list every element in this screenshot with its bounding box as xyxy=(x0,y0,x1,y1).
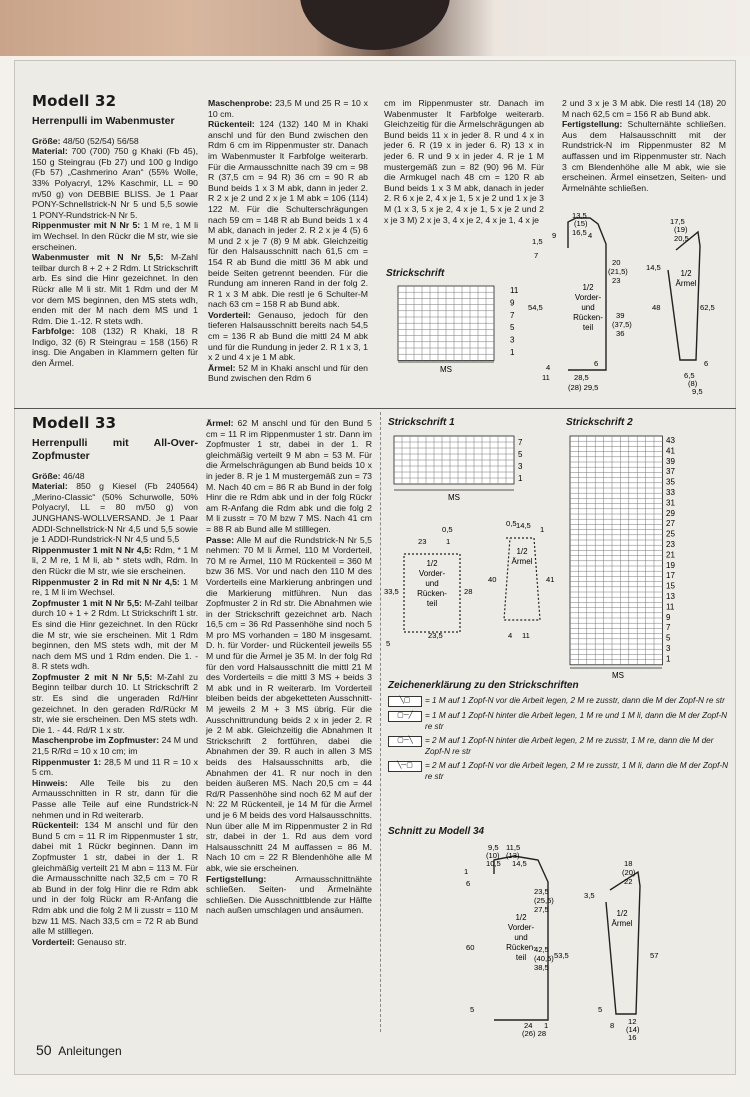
paragraph-text: M-Zahl teilbar durch 8 + 2 + 2 Rdm. Lt Strickschrift arb. Es sind die Hinr gezeichnet. In den Rückr alle M li str. Mit 1 Rdm und der M vor dem MS beginnen, den MS stets wdh, enden mit der M nach dem MS und 1 Rdm. Die 1.-12. R stets wdh. xyxy=(32,252,198,326)
m33-chart2-row-label: 7 xyxy=(666,623,671,633)
m34-schematic-measure: 12 xyxy=(628,1017,637,1026)
m33-chart2-row-label: 3 xyxy=(666,644,671,653)
m33-knitting-chart-2 xyxy=(562,432,732,680)
m32-schematic-measure: 6 xyxy=(704,359,709,368)
m33-chart2-row-label: 37 xyxy=(666,467,675,477)
m33-column-2 xyxy=(206,418,372,916)
m34-body-label: teil xyxy=(515,953,527,962)
m34-schematic-measure: 22 xyxy=(624,877,633,886)
paragraph xyxy=(562,119,726,193)
paragraph-text: 28,5 M und 11 R = 10 x 5 cm. xyxy=(32,756,199,778)
cable-symbol-3: ▢─╲ xyxy=(388,736,422,747)
m33-chart2-ms: MS xyxy=(612,671,624,680)
m33-chart1-row-label: 1 xyxy=(518,474,523,483)
m32-chart-row-label: 11 xyxy=(510,286,519,295)
m33-body-label: teil xyxy=(426,599,438,608)
legend-row-2 xyxy=(388,711,728,732)
paragraph xyxy=(206,874,372,916)
m32-chart-ms: MS xyxy=(440,365,452,374)
paragraph-text: Genauso str. xyxy=(74,936,127,947)
m34-schematic-measure: 8 xyxy=(610,1021,615,1030)
m34-schematic-measure: 3,5 xyxy=(584,891,595,900)
m32-column-4 xyxy=(562,98,726,193)
m33-chart2-title: Strickschrift 2 xyxy=(566,417,633,428)
m32-column-2 xyxy=(208,98,368,384)
paragraph-text: Schulternähte schließen. Aus dem Halsausschnitt mit der Rundstrick-N im Rippenmuster 82 M auffassen und im Rippenmuster str. Nach 3 cm Blendenhöhe alle M abk, wie sie erscheinen. Ärmel einsetzen, Seiten- und Ärmelnähte schließen. xyxy=(562,119,726,193)
m32-schematic-measure: 23 xyxy=(612,276,621,285)
paragraph-label: Fertigstellung: xyxy=(206,873,267,884)
paragraph-text: 1 M re, 1 M li im Wechsel. In den Rückr die M str, wie sie erscheinen. xyxy=(32,220,198,252)
m33-chart1-ms: MS xyxy=(448,493,460,502)
m32-sleeve-label: Ärmel xyxy=(675,279,697,288)
m33-chart2-row-label: 39 xyxy=(666,456,675,466)
paragraph-text: M-Zahl zu Beginn teilbar durch 10. Lt Strickschrift 2 str. Es sind die ungeraden Rd/Hinr gezeichnet. In den geraden Rd/Rückr M str, wie sie erscheinen. Den MS stets wdh. Die 1. - 44. Rd/R 1 x str. xyxy=(32,671,198,735)
m33-col1-text xyxy=(32,471,198,948)
paragraph-text: Armausschnittnähte schließen. Seiten- und Ärmelnähte schließen. Die Ausschnittblende zur Hälfte nach außen umschlagen und ansäumen. xyxy=(206,873,372,916)
m32-col2-text xyxy=(208,98,368,384)
m32-chart-row-label: 9 xyxy=(510,298,515,308)
m32-chart-title: Strickschrift xyxy=(386,268,445,279)
m32-knitting-chart xyxy=(386,282,546,380)
m33-chart2-row-label: 27 xyxy=(666,519,675,529)
m34-schematic-measure: 42,5 xyxy=(534,945,549,954)
m32-schematic-measure: 4 xyxy=(588,231,593,240)
m32-schematic-measure: 62,5 xyxy=(700,303,715,312)
paragraph xyxy=(384,98,544,225)
m33-chart2-row-label: 29 xyxy=(666,508,675,518)
paragraph-text: Genauso, jedoch für den tieferen Halsausschnitt bereits nach 54,5 cm = 136 R ab Bund die mittl 24 M abk und für die Rundung in jeder 2. R 1 x 3, 1 x 2 und 4 x je 1 M abk. xyxy=(208,309,368,363)
cable-symbol-1: ╲▢ xyxy=(388,696,422,707)
legend-text-1: = 1 M auf 1 Zopf-N vor die Arbeit legen, 2 M re zusstr, dann die M der Zopf-N re str xyxy=(425,696,725,705)
paragraph xyxy=(208,363,368,384)
m34-schematic-measure: 14,5 xyxy=(512,859,527,868)
m32-subtitle: Herrenpulli im Wabenmuster xyxy=(32,114,175,127)
m34-schematic-measure: (13) xyxy=(506,851,520,860)
m32-schematic-measure: 6,5 xyxy=(684,371,695,380)
m34-schematic-measure: (14) xyxy=(626,1025,640,1034)
paragraph xyxy=(32,757,198,778)
m34-sleeve-outline xyxy=(606,872,640,1014)
m34-schematic xyxy=(388,842,728,1042)
paragraph-text: 24 M und 21,5 R/Rd = 10 x 10 cm; im xyxy=(32,735,199,757)
legend-row-4 xyxy=(388,761,728,782)
m34-schematic-measure: (26) 28 xyxy=(522,1029,547,1038)
m34-schematic-measure: 1 xyxy=(544,1021,549,1030)
m33-chart2-row-label: 43 xyxy=(666,436,675,445)
m34-schematic-measure: 53,5 xyxy=(554,951,569,960)
m32-schematic-measure: 4 xyxy=(546,363,551,372)
m32-schematic-measure: 20,5 xyxy=(674,234,689,243)
paragraph-label: Vorderteil: xyxy=(208,309,251,320)
m33-schematic-measure: 33,5 xyxy=(384,587,399,596)
paragraph-label: Rippenmuster 1: xyxy=(32,756,102,767)
cable-symbol-4: ╲─▢ xyxy=(388,761,422,772)
m33-chart1-title: Strickschrift 1 xyxy=(388,417,455,428)
legend-text-2: = 1 M auf 1 Zopf-N hinter die Arbeit legen, 1 M re und 1 M li, dann die M der Zopf-N re str xyxy=(425,711,728,731)
m33-body-label: und xyxy=(425,579,439,588)
paragraph-label: Zopfmuster 1 mit N Nr 5,5: xyxy=(32,597,142,608)
m32-schematic-measure: (19) xyxy=(674,225,688,234)
paragraph-label: Hinweis: xyxy=(32,777,68,788)
paragraph-label: Zopfmuster 2 mit N Nr 5,5: xyxy=(32,671,153,682)
paragraph xyxy=(206,418,372,535)
m33-body-label: 1/2 xyxy=(426,559,438,568)
paragraph-label: Vorderteil: xyxy=(32,936,75,947)
m34-body-label: und xyxy=(514,933,528,942)
paragraph-text: 52 M in Khaki anschl und für den Bund zwischen den Rdm 6 xyxy=(208,362,368,384)
m33-chart2-row-label: 19 xyxy=(666,560,675,570)
paragraph-label: Rückenteil: xyxy=(208,119,255,130)
m33-schematic-measure: 0,5 xyxy=(442,525,453,534)
m32-body-label: teil xyxy=(582,323,594,332)
paragraph-text: 48/50 (52/54) 56/58 xyxy=(60,135,139,146)
m32-chart-row-label: 1 xyxy=(510,348,515,357)
paragraph-text: 46/48 xyxy=(60,470,85,481)
paragraph-label: Ärmel: xyxy=(208,362,236,373)
m34-schematic-measure: 11,5 xyxy=(506,843,521,852)
m32-schematic-measure: 20 xyxy=(612,258,621,267)
m32-schematic-measure: 17,5 xyxy=(670,217,685,226)
paragraph-text: Alle Teile bis zu den Armausschnitten in R str, dann für die Passe alle Teile auf eine Rundstrick-N nehmen und in Rd weiterarb. xyxy=(32,777,198,820)
m34-schematic-measure: 24 xyxy=(524,1021,533,1030)
m33-chart2-row-label: 21 xyxy=(666,550,675,560)
legend-row-1 xyxy=(388,696,728,707)
m32-col4-text xyxy=(562,98,726,193)
m32-sleeve-outline xyxy=(668,232,700,360)
m33-chart2-row-label: 5 xyxy=(666,633,671,643)
m32-schematic-measure: (28) 29,5 xyxy=(568,383,599,392)
paragraph-text: cm im Rippenmuster str. Danach im Wabenmuster lt Farbfolge weiterarb. Gleichzeitig für die Ärmelschrägungen ab Bund beids 11 x in jeder 8. R und 4 x in jeder 6. R (19 x in jeder 6. R) 13 x in jeder 6. R und 9 x in jeder 4. R je 1 M mustergemäß zun = 82 (90) 96 M. Für die Armkugel nach 48 cm = 120 R ab Bund beids 1 x 3 M abk, danach in jeder 2. R 6 x je 2, 4 x je 1, 5 x je 2 und 1 x je 3 M (1 x 3, 5 x je 2, 4 x je 1, 5 x je 2 und 2 x je 3 M) 2 x je 3, 4 x je 2, 4 x je 1, 4 x je xyxy=(384,98,544,225)
paragraph xyxy=(208,310,368,363)
m33-chart2-row-label: 9 xyxy=(666,612,671,622)
m32-schematic-measure: 28,5 xyxy=(574,373,589,382)
m32-title: Modell 32 xyxy=(32,92,117,110)
m32-schematic-measure: 7 xyxy=(534,251,539,260)
m33-chart1-row-label: 5 xyxy=(518,450,523,459)
paragraph-label: Material: xyxy=(32,146,68,157)
m34-sleeve-label: Ärmel xyxy=(611,919,633,928)
footer-label: Anleitungen xyxy=(58,1044,122,1058)
paragraph-label: Rippenmuster 2 in Rd mit N Nr 4,5: xyxy=(32,576,180,587)
m33-subtitle: Herrenpulli mit All-Over-Zopfmuster xyxy=(32,436,198,462)
paragraph-text: Rdm, * 1 M li, 2 M re, 1 M li, ab * stets wdh, Rdm. In den Rückr die M str, wie sie erscheinen. xyxy=(32,544,198,576)
m32-schematic-measure: 9,5 xyxy=(692,387,703,396)
page-footer xyxy=(36,1042,122,1058)
paragraph-text: Alle M auf die Rundstrick-N Nr 5,5 nehmen: 70 M li Ärmel, 110 M Vorderteil, 70 M re Ärmel, 110 M Rückenteil = 360 M bzw 36 MS. Vor und nach den 110 M des Vorderteils eine Markierung anbringen und die Markierung mitführen. Nun das Zopfmuster 2 in Rd str. Die Abnahmen wie in der Strickschrift gezeichnet arb. Nach 16,5 cm = 36 Rd Passenhöhe sind noch 5 M pro MS vorhanden = 180 M insgesamt. D. h. für Vorder- und Rückenteil jeweils 55 M und für die Ärmel je 35 M. In der folg Rd für den vord Halsausschnitt die mittl 21 M des Vorderteils = die mittl 3 MS + beids 3 M abk und in R weiterarb. Im Vorderteil bleiben beids der abgeketteten Ausschnitt-M jeweils 2 M + 3 MS übrig. Für die Ausschnittrundung beids 2 x in jeder 2. R je 2 M abk. Gleichzeitig die Abnahmen lt Strickschrift 2 fortführen, dabei die Abnahmen der 39. R auch in allen 3 MS beids des Halsausschnitts arb, die Abnahmen der 41. R nur noch in den beiden äußeren MS. Nach 20,5 cm = 44 Rd/R Passenhöhe sind noch 62 M auf der N: 22 M Rückenteil, je 14 M für die Ärmel und je 6 M beids des vord Halsausschnitts. Nun über alle M im Rippenmuster 2 in Rd str, dabei in der 1. Rd aus dem vord Halsausschnitt 24 M auffassen = 86 M. Nach 10 cm = 22 R Blendenhöhe alle M abk, wie sie erscheinen. xyxy=(206,534,372,873)
paragraph xyxy=(32,598,198,672)
m33-title: Modell 33 xyxy=(32,414,117,432)
paragraph xyxy=(562,98,726,119)
paragraph-text: 134 M anschl und für den Bund 5 cm = 11 R im Rippenmuster 1 str, dabei mit 1 Rückr beginnen. Dann im Zopfmuster 1 str, dabei in der 1. R gleichmäßig verteilt 21 M abn = 113 M. Für die Armausschnitte nach 32,5 cm = 70 R ab Bund in der folg Hinr die re Rdm abk und in der folg Rückr am R-Anfang die Rdm abk und die folg 2 M li zusstr = 110 M bzw 11 MS. Nach 33,5 cm = 72 R ab Bund alle M stilllegen. xyxy=(32,820,198,937)
m34-schematic-measure: 10,5 xyxy=(486,859,501,868)
paragraph-text: 62 M anschl und für den Bund 5 cm = 11 R im Rippenmuster 1 str. Dann im Zopfmuster 1 str, dabei in der 1. R gleichmäßig verteilt 9 M abn = 53 M. Für die Ärmelschrägungen ab Bund beids 10 x in jeder 8. R je 1 M mustergemäß zun = 73 M. Nach 40 cm = 86 R ab Bund in der folg Hinr die re Rdm abk und in der folg Rückr am R-Anfang die Rdm abk und die folg 2 M li zusstr = 70 M bzw 7 MS. Nach 41 cm = 88 R ab Bund alle M stilllegen. xyxy=(206,418,372,534)
m34-schematic-measure: (25,5) xyxy=(534,896,554,905)
paragraph-label: Wabenmuster mit N Nr 5,5: xyxy=(32,252,164,263)
paragraph xyxy=(208,119,368,310)
m32-col1-text xyxy=(32,136,198,369)
column-divider xyxy=(380,412,381,1032)
paragraph xyxy=(32,146,198,220)
paragraph xyxy=(206,535,372,874)
paragraph xyxy=(32,545,198,577)
m34-schematic-measure: 23,5 xyxy=(534,887,549,896)
m32-chart-row-label: 5 xyxy=(510,323,515,333)
paragraph-label: Farbfolge: xyxy=(32,326,75,337)
m32-body-label: und xyxy=(581,303,595,312)
m32-schematic-measure: 39 xyxy=(616,311,625,320)
m33-schematic-measure: 1 xyxy=(540,525,545,534)
paragraph xyxy=(32,136,198,147)
m33-chart2-row-label: 13 xyxy=(666,592,675,601)
paragraph-text: M-Zahl teilbar durch 10 + 1 + 2 Rdm. Lt Strickschrift 1 str. Es sind die Hinr gezeichnet. In den Rückr die M str, wie sie erscheinen. Mit 1 Rdm beginnen, den MS stets wdh, mit der M nach dem MS und 1 Rdm enden. Die 1. - 8. R stets wdh. xyxy=(32,597,198,672)
m34-schematic-measure: 38,5 xyxy=(534,963,549,972)
paragraph xyxy=(32,778,198,820)
paragraph xyxy=(32,820,198,937)
paragraph xyxy=(32,471,198,482)
m34-schematic-measure: 57 xyxy=(650,951,659,960)
m32-schematic-measure: (15) xyxy=(574,219,588,228)
m33-body-label: Rücken- xyxy=(417,589,447,598)
m32-schematic xyxy=(528,210,728,396)
m33-chart2-row-label: 17 xyxy=(666,571,675,581)
m33-schematic-measure: 40 xyxy=(488,575,497,584)
m32-schematic-measure: 1,5 xyxy=(532,237,543,246)
m34-schematic-measure: (40,5) xyxy=(534,954,554,963)
paragraph-label: Ärmel: xyxy=(206,418,234,428)
m34-title: Schnitt zu Modell 34 xyxy=(388,826,485,837)
m32-chart-row-label: 3 xyxy=(510,335,515,345)
m32-chart-row-label: 7 xyxy=(510,310,515,320)
paragraph-text: 2 und 3 x je 3 M abk. Die restl 14 (18) 20 M nach 62,5 cm = 156 R ab Bund abk. xyxy=(562,98,726,119)
m32-schematic-measure: 14,5 xyxy=(646,263,661,272)
legend-text-3: = 2 M auf 1 Zopf-N hinter die Arbeit legen, 2 M re zusstr, 1 M re, dann die M der Zopf-N re str xyxy=(425,736,714,756)
m34-body-label: Vorder- xyxy=(507,923,535,932)
m33-chart2-row-label: 41 xyxy=(666,446,675,456)
m33-chart2-row-label: 35 xyxy=(666,477,675,487)
m33-schematic-measure: 28 xyxy=(464,587,473,596)
legend-row-3 xyxy=(388,736,728,757)
m32-sleeve-label: 1/2 xyxy=(680,269,692,278)
m33-schematic-measure: 5 xyxy=(386,639,391,648)
m32-col3-text xyxy=(384,98,544,225)
m32-schematic-measure: 9 xyxy=(552,231,557,240)
m32-column-1 xyxy=(32,92,198,369)
paragraph xyxy=(32,735,198,756)
section-divider xyxy=(14,408,736,409)
cable-symbol-2: ▢─╱ xyxy=(388,711,422,722)
m33-chart2-row-label: 23 xyxy=(666,540,675,549)
m33-schematic-measure: 11 xyxy=(522,631,530,640)
paragraph-label: Fertigstellung: xyxy=(562,119,623,130)
m33-chart2-row-label: 1 xyxy=(666,654,671,664)
m32-schematic-measure: 13,5 xyxy=(572,211,587,220)
m33-schematic-measure: 41 xyxy=(546,575,555,584)
paragraph-label: Rippenmuster 1 mit N Nr 4,5: xyxy=(32,544,152,555)
m32-column-3 xyxy=(384,98,544,225)
m33-chart2-row-label: 11 xyxy=(666,602,675,612)
paragraph-label: Rippenmuster mit N Nr 5: xyxy=(32,220,141,231)
paragraph-text: 850 g Kiesel (Fb 240564) „Merino-Classic“ (50% Schurwolle, 50% Polyacryl, LL = 80 m/50 g) von JUNGHANS-WOLLVERSAND. Je 1 Paar ADDI-Schnellstrick-N Nr 4,5 und 5,5 sowie je 1 ADDI-Rundstrick-N Nr 4,5 und 5,5 xyxy=(32,481,198,545)
m32-schematic-measure: 48 xyxy=(652,303,661,312)
m33-schematic-measure: 14,5 xyxy=(516,521,531,530)
m33-chart2-row-label: 31 xyxy=(666,498,675,508)
m33-column-1 xyxy=(32,414,199,947)
paragraph xyxy=(32,326,198,368)
legend-title: Zeichenerklärung zu den Strickschriften xyxy=(388,680,579,691)
m33-chart1-row-label: 3 xyxy=(518,462,523,471)
paragraph-label: Größe: xyxy=(32,470,61,481)
paragraph-text: 23,5 M und 25 R = 10 x 10 cm. xyxy=(208,98,368,119)
m32-schematic-measure: 11 xyxy=(542,373,550,382)
m33-sleeve-label: Ärmel xyxy=(511,557,533,566)
m33-chart2-row-label: 25 xyxy=(666,529,675,539)
m33-knitting-chart-1 xyxy=(388,432,538,504)
m32-schematic-measure: 16,5 xyxy=(572,228,587,237)
m34-schematic-measure: 1 xyxy=(464,867,469,876)
paragraph-text: 1 M re, 1 M li im Wechsel. xyxy=(32,576,198,598)
m34-body-label: Rücken- xyxy=(506,943,536,952)
m33-sleeve-label: 1/2 xyxy=(516,547,528,556)
paragraph xyxy=(32,937,198,948)
paragraph xyxy=(32,252,198,326)
m34-sleeve-label: 1/2 xyxy=(616,909,628,918)
paragraph xyxy=(208,98,368,119)
m32-schematic-measure: (8) xyxy=(688,379,698,388)
m32-body-label: 1/2 xyxy=(582,283,594,292)
m33-schematic-measure: 4 xyxy=(508,631,513,640)
legend xyxy=(388,680,728,786)
paragraph-text: 700 (700) 750 g Khaki (Fb 45), 150 g Steingrau (Fb 27) und 100 g Indigo (Fb 57) „Cashmerino Aran“ (55% Wolle, 33% Polyacryl, 12% Kaschmir, LL = 90 m/50 g) von DEBBIE BLISS. Je 1 Paar PONY-Schnellstrick-N Nr 5 und 5,5 sowie 1 PONY-Rundstrick-N Nr 5. xyxy=(32,146,198,220)
m32-schematic-measure: 54,5 xyxy=(528,303,543,312)
m34-schematic-measure: 5 xyxy=(470,1005,475,1014)
paragraph-text: 124 (132) 140 M in Khaki anschl und für den Bund zwischen den Rdm 6 cm im Rippenmuster str. Danach im Wabenmuster lt Farbfolge weiterarb. Für die Armausschnitte nach 39 cm = 98 R (37,5 cm = 94 R) 36 cm = 90 R ab Bund beids 1 x 3 M abk, dann in jeder 2. R 2 x je 2 und 2 x je 1 M abk = 106 (114) 122 M. Für die Schulterschrägungen nach 59 cm = 148 R ab Bund beids 1 x 4 M abk, danach in jeder 2. R 2 x je 4 (5) 6 M und 2 x je 7 (8) 9 M abk. Gleichzeitig für den Halsausschnitt nach 61,5 cm = 154 R ab Bund die mittl 36 M abk und beide Seiten getrennt beenden. Für die Rundung am inneren Rand in der folg 2. R 1 x 3 M abk. Die restl je 6 Schulter-M nach 63 cm = 158 R ab Bund abk. xyxy=(208,119,368,310)
m32-schematic-measure: 36 xyxy=(616,329,625,338)
m34-schematic-measure: (20) xyxy=(622,868,636,877)
paragraph-label: Passe: xyxy=(206,534,235,545)
m34-schematic-measure: 60 xyxy=(466,943,475,952)
m32-schematic-measure: (37,5) xyxy=(612,320,632,329)
m34-schematic-measure: 18 xyxy=(624,859,633,868)
paragraph xyxy=(32,672,198,736)
paragraph xyxy=(32,220,198,252)
paragraph xyxy=(32,481,198,545)
m34-schematic-measure: 27,5 xyxy=(534,905,549,914)
m32-body-label: Rücken- xyxy=(573,313,603,322)
m33-schematic-measure: 1 xyxy=(446,537,451,546)
m34-schematic-measure: 9,5 xyxy=(488,843,499,852)
paragraph-label: Maschenprobe: xyxy=(208,98,273,108)
photo-detail xyxy=(300,0,450,50)
m33-schematic-measure: 23,5 xyxy=(428,631,443,640)
paragraph xyxy=(32,577,198,598)
m34-schematic-measure: 6 xyxy=(466,879,471,888)
top-photo-strip xyxy=(0,0,750,56)
paragraph-label: Rückenteil: xyxy=(32,820,79,831)
m32-schematic-measure: (21,5) xyxy=(608,267,628,276)
paragraph-label: Material: xyxy=(32,481,68,492)
m33-chart2-row-label: 33 xyxy=(666,488,675,497)
m33-schematic-measure: 0,5 xyxy=(506,519,517,528)
legend-text-4: = 2 M auf 1 Zopf-N vor die Arbeit legen, 2 M re zusstr, 1 M li, dann die M der Zopf-N re str xyxy=(425,761,728,781)
m34-body-label: 1/2 xyxy=(515,913,527,922)
m33-chart1-row-label: 7 xyxy=(518,438,523,447)
m33-schematic xyxy=(384,512,574,652)
m33-schematic-measure: 23 xyxy=(418,537,427,546)
page-number: 50 xyxy=(36,1042,52,1058)
m34-schematic-measure: (10) xyxy=(486,851,500,860)
m33-col2-text xyxy=(206,418,372,916)
paragraph-label: Größe: xyxy=(32,135,61,146)
m34-schematic-measure: 5 xyxy=(598,1005,603,1014)
m34-schematic-measure: 16 xyxy=(628,1033,637,1042)
m32-body-label: Vorder- xyxy=(574,293,602,302)
m32-schematic-measure: 6 xyxy=(594,359,599,368)
paragraph-label: Maschenprobe im Zopfmuster: xyxy=(32,735,160,746)
paragraph-text: 108 (132) R Khaki, 18 R Indigo, 32 (6) R Steingrau = 158 (156) R insg. Die Angaben in Klammern gelten für den Ärmel. xyxy=(32,326,198,369)
m33-body-label: Vorder- xyxy=(418,569,446,578)
m33-chart2-row-label: 15 xyxy=(666,581,675,591)
